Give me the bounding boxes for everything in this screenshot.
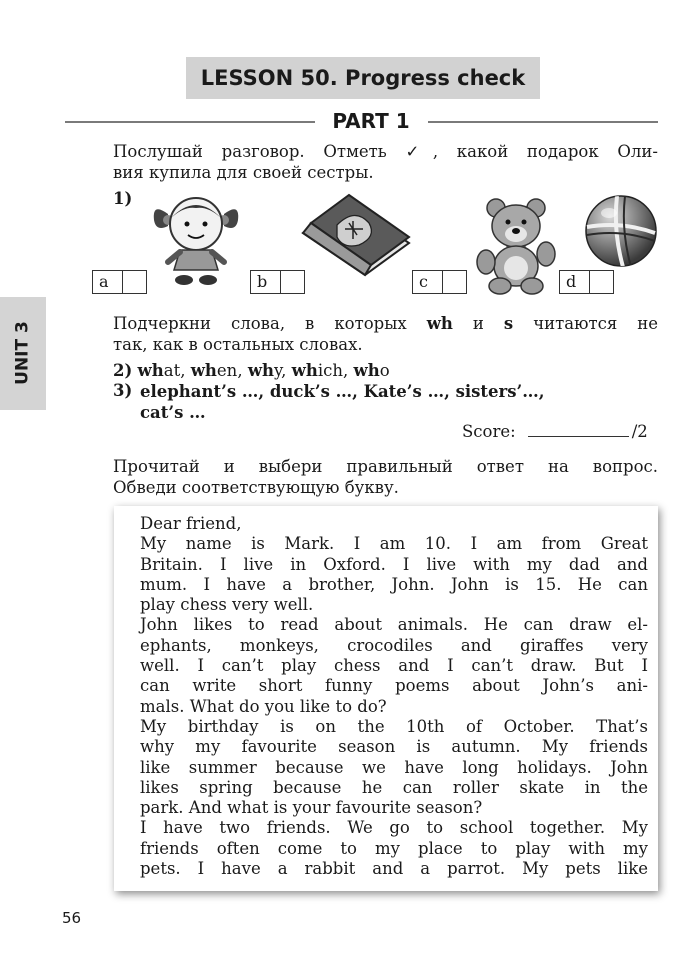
ball-icon bbox=[583, 193, 659, 271]
task3-line1: Прочитай и выбери правильный ответ на вопрос. bbox=[113, 457, 658, 476]
task1-line1: Послушай разговор. Отметь ✓, какой подарок Оли- bbox=[113, 142, 658, 161]
task1-number: 1) bbox=[113, 189, 133, 208]
letter-line: Dear friend, bbox=[140, 514, 242, 533]
task1-line2: вия купила для своей сестры. bbox=[113, 163, 374, 182]
letter-line: likes spring because he can roller skate in the bbox=[140, 777, 648, 797]
part-title: PART 1 bbox=[332, 109, 410, 133]
task1-instruction bbox=[113, 141, 658, 183]
task2-wh: wh bbox=[426, 314, 453, 333]
letter-line: mals. What do you like to do? bbox=[140, 696, 387, 716]
task2-text: Подчеркни слова, в которых bbox=[113, 314, 407, 333]
word-who[interactable]: who bbox=[353, 361, 390, 380]
letter-line: pets. I have a rabbit and a parrot. My pets like bbox=[140, 859, 648, 879]
task2-item3-line1[interactable]: elephant’s …, duck’s …, Kate’s …, sisters’…, bbox=[140, 382, 545, 401]
letter-line: Britain. I live in Oxford. I live with my dad and bbox=[140, 554, 648, 574]
task2-line1 bbox=[113, 313, 658, 334]
teddy-bear-icon bbox=[470, 196, 558, 296]
task2-line2: так, как в остальных словах. bbox=[113, 335, 363, 354]
letter-line: ephants, monkeys, crocodiles and giraffes very bbox=[140, 635, 648, 655]
task3-line2: Обведи соответствующую букву. bbox=[113, 478, 399, 497]
lesson-title bbox=[186, 57, 540, 99]
score-field[interactable] bbox=[528, 423, 629, 437]
checkbox-c[interactable] bbox=[442, 270, 467, 294]
task3-number: 3) bbox=[113, 381, 133, 400]
divider-right bbox=[428, 121, 658, 123]
task3-instruction bbox=[113, 456, 658, 498]
answer-box-d[interactable] bbox=[559, 270, 614, 294]
task2-s: s bbox=[503, 314, 514, 333]
letter-line: park. And what is your favourite season? bbox=[140, 798, 483, 818]
option-letter: b bbox=[250, 270, 280, 294]
letter-line: well. I can’t play chess and I can’t draw. But I bbox=[140, 656, 648, 676]
divider-left bbox=[65, 121, 315, 123]
task2-item3-line2[interactable]: cat’s … bbox=[140, 403, 206, 422]
option-letter: c bbox=[412, 270, 442, 294]
letter-text bbox=[140, 514, 648, 879]
score bbox=[462, 422, 648, 441]
option-letter: d bbox=[559, 270, 589, 294]
checkbox-b[interactable] bbox=[280, 270, 305, 294]
book-icon bbox=[297, 193, 415, 281]
task2-and: и bbox=[472, 314, 484, 333]
letter-line: John likes to read about animals. He can draw el- bbox=[140, 615, 648, 635]
page-number: 56 bbox=[62, 909, 82, 927]
letter-line: I have two friends. We go to school together. My bbox=[140, 818, 648, 838]
letter-line: like summer because we have long holidays. John bbox=[140, 757, 648, 777]
word-why[interactable]: why, bbox=[247, 361, 287, 380]
letter-line: can write short funny poems about John’s ani- bbox=[140, 676, 648, 696]
task2-instruction bbox=[113, 313, 658, 355]
task2-item3 bbox=[140, 381, 592, 423]
answer-box-c[interactable] bbox=[412, 270, 467, 294]
task2-text-end: читаются не bbox=[533, 314, 659, 333]
task2-item2 bbox=[113, 360, 658, 381]
answer-box-b[interactable] bbox=[250, 270, 305, 294]
letter-line: friends often come to my place to play with my bbox=[140, 838, 648, 858]
option-letter: a bbox=[92, 270, 122, 294]
score-max: /2 bbox=[631, 422, 648, 441]
word-what[interactable]: what, bbox=[137, 361, 186, 380]
letter-line: mum. I have a brother, John. John is 15. He can bbox=[140, 574, 648, 594]
checkbox-a[interactable] bbox=[122, 270, 147, 294]
task2-number: 2) bbox=[113, 361, 133, 380]
unit-label: UNIT 3 bbox=[12, 321, 33, 385]
word-which[interactable]: which, bbox=[291, 361, 349, 380]
letter-line: why my favourite season is autumn. My friends bbox=[140, 737, 648, 757]
answer-box-a[interactable] bbox=[92, 270, 147, 294]
checkbox-d[interactable] bbox=[589, 270, 614, 294]
letter-line: My name is Mark. I am 10. I am from Great bbox=[140, 534, 648, 554]
lesson-title-text: LESSON 50. Progress check bbox=[200, 66, 526, 90]
letter-line: My birthday is on the 10th of October. That’s bbox=[140, 716, 648, 736]
word-when[interactable]: when, bbox=[190, 361, 243, 380]
doll-icon bbox=[146, 192, 246, 288]
letter-line: play chess very well. bbox=[140, 595, 314, 615]
score-label: Score: bbox=[462, 422, 516, 441]
